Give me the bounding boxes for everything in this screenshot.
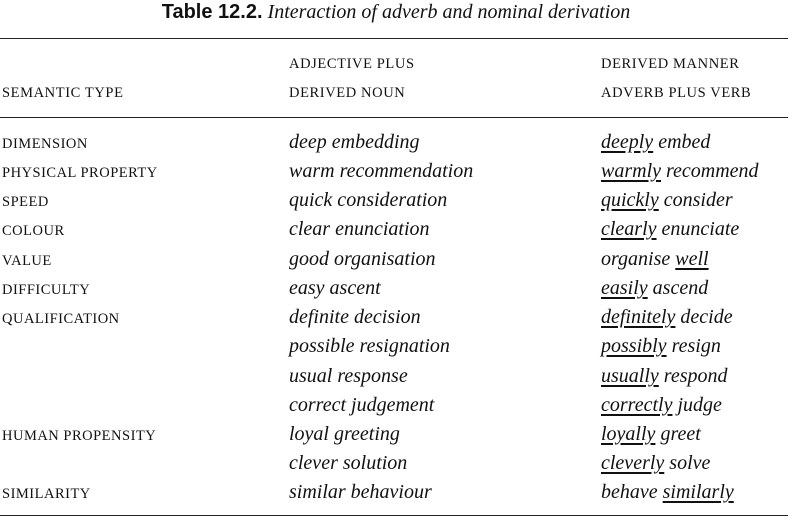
derived-noun-cell: clever solution xyxy=(289,452,408,474)
table-row xyxy=(0,187,792,216)
underlined-adverb: possibly xyxy=(601,335,667,357)
table-row xyxy=(0,129,792,158)
derived-noun-cell: definite decision xyxy=(289,306,421,328)
adverb-verb-cell xyxy=(601,333,721,359)
verb-pre: organise xyxy=(601,248,676,270)
underlined-adverb: well xyxy=(675,248,709,270)
verb-post: enunciate xyxy=(656,218,740,240)
underlined-adverb: usually xyxy=(601,365,659,387)
semantic-type-cell: QUALIFICATION xyxy=(2,311,120,327)
verb-post: judge xyxy=(672,394,722,416)
underlined-adverb: loyally xyxy=(601,423,656,445)
underlined-adverb: warmly xyxy=(601,160,661,182)
derived-noun-cell: good organisation xyxy=(289,248,436,270)
verb-pre: behave xyxy=(601,481,663,503)
verb-post: decide xyxy=(675,306,733,328)
table-row xyxy=(0,450,792,479)
underlined-adverb: easily xyxy=(601,277,648,299)
semantic-type-cell: VALUE xyxy=(2,253,52,269)
adverb-verb-cell xyxy=(601,450,710,476)
semantic-type-cell: DIFFICULTY xyxy=(2,282,91,298)
derived-noun-cell: possible resignation xyxy=(289,335,450,357)
header-rule xyxy=(0,117,788,118)
semantic-type-cell: COLOUR xyxy=(2,223,65,239)
header-col2-line2: DERIVED NOUN xyxy=(289,85,406,101)
underlined-adverb: similarly xyxy=(662,481,734,503)
table-row xyxy=(0,479,792,508)
adverb-verb-cell xyxy=(601,304,733,330)
adverb-verb-cell xyxy=(601,216,739,242)
derived-noun-cell: usual response xyxy=(289,365,408,387)
table-number: Table 12.2. xyxy=(161,1,263,23)
table-row xyxy=(0,392,792,421)
adverb-verb-cell xyxy=(601,479,734,505)
derived-noun-cell: correct judgement xyxy=(289,394,435,416)
verb-post: consider xyxy=(658,189,733,211)
header-col2-line1: ADJECTIVE PLUS xyxy=(289,56,415,72)
table-row xyxy=(0,275,792,304)
table-row xyxy=(0,304,792,333)
bottom-rule xyxy=(0,515,788,516)
adverb-verb-cell xyxy=(601,275,708,301)
header-col3-line1: DERIVED MANNER xyxy=(601,56,740,72)
verb-post: greet xyxy=(655,423,701,445)
adverb-verb-cell xyxy=(601,363,727,389)
underlined-adverb: clearly xyxy=(601,218,657,240)
derived-noun-cell: loyal greeting xyxy=(289,423,400,445)
table-row xyxy=(0,363,792,392)
semantic-type-cell: SPEED xyxy=(2,194,49,210)
header-semantic-type: SEMANTIC TYPE xyxy=(2,85,124,101)
semantic-type-cell: DIMENSION xyxy=(2,136,88,152)
derived-noun-cell: deep embedding xyxy=(289,131,420,153)
derived-noun-cell: similar behaviour xyxy=(289,481,432,503)
derived-noun-cell: quick consideration xyxy=(289,189,448,211)
semantic-type-cell: PHYSICAL PROPERTY xyxy=(2,165,158,181)
adverb-verb-cell xyxy=(601,158,759,184)
adverb-verb-cell xyxy=(601,421,701,447)
adverb-verb-cell xyxy=(601,129,710,155)
derived-noun-cell: clear enunciation xyxy=(289,218,430,240)
verb-post: embed xyxy=(653,131,711,153)
table-title: Interaction of adverb and nominal derivation xyxy=(267,1,631,23)
verb-post: ascend xyxy=(647,277,709,299)
header-col3-line2: ADVERB PLUS VERB xyxy=(601,85,752,101)
table-row xyxy=(0,421,792,450)
verb-post: solve xyxy=(664,452,711,474)
underlined-adverb: quickly xyxy=(601,189,659,211)
adverb-verb-cell xyxy=(601,246,709,272)
verb-post: recommend xyxy=(661,160,759,182)
verb-post: resign xyxy=(666,335,721,357)
underlined-adverb: definitely xyxy=(601,306,676,328)
semantic-type-cell: HUMAN PROPENSITY xyxy=(2,428,157,444)
underlined-adverb: cleverly xyxy=(601,452,665,474)
table-row xyxy=(0,333,792,362)
table-caption xyxy=(0,0,792,26)
table-row xyxy=(0,246,792,275)
adverb-verb-cell xyxy=(601,392,722,418)
top-rule xyxy=(0,38,788,39)
derived-noun-cell: warm recommendation xyxy=(289,160,474,182)
adverb-verb-cell xyxy=(601,187,733,213)
verb-post: respond xyxy=(658,365,728,387)
table-row xyxy=(0,158,792,187)
table-row xyxy=(0,216,792,245)
derived-noun-cell: easy ascent xyxy=(289,277,381,299)
semantic-type-cell: SIMILARITY xyxy=(2,486,91,502)
underlined-adverb: correctly xyxy=(601,394,673,416)
underlined-adverb: deeply xyxy=(601,131,654,153)
